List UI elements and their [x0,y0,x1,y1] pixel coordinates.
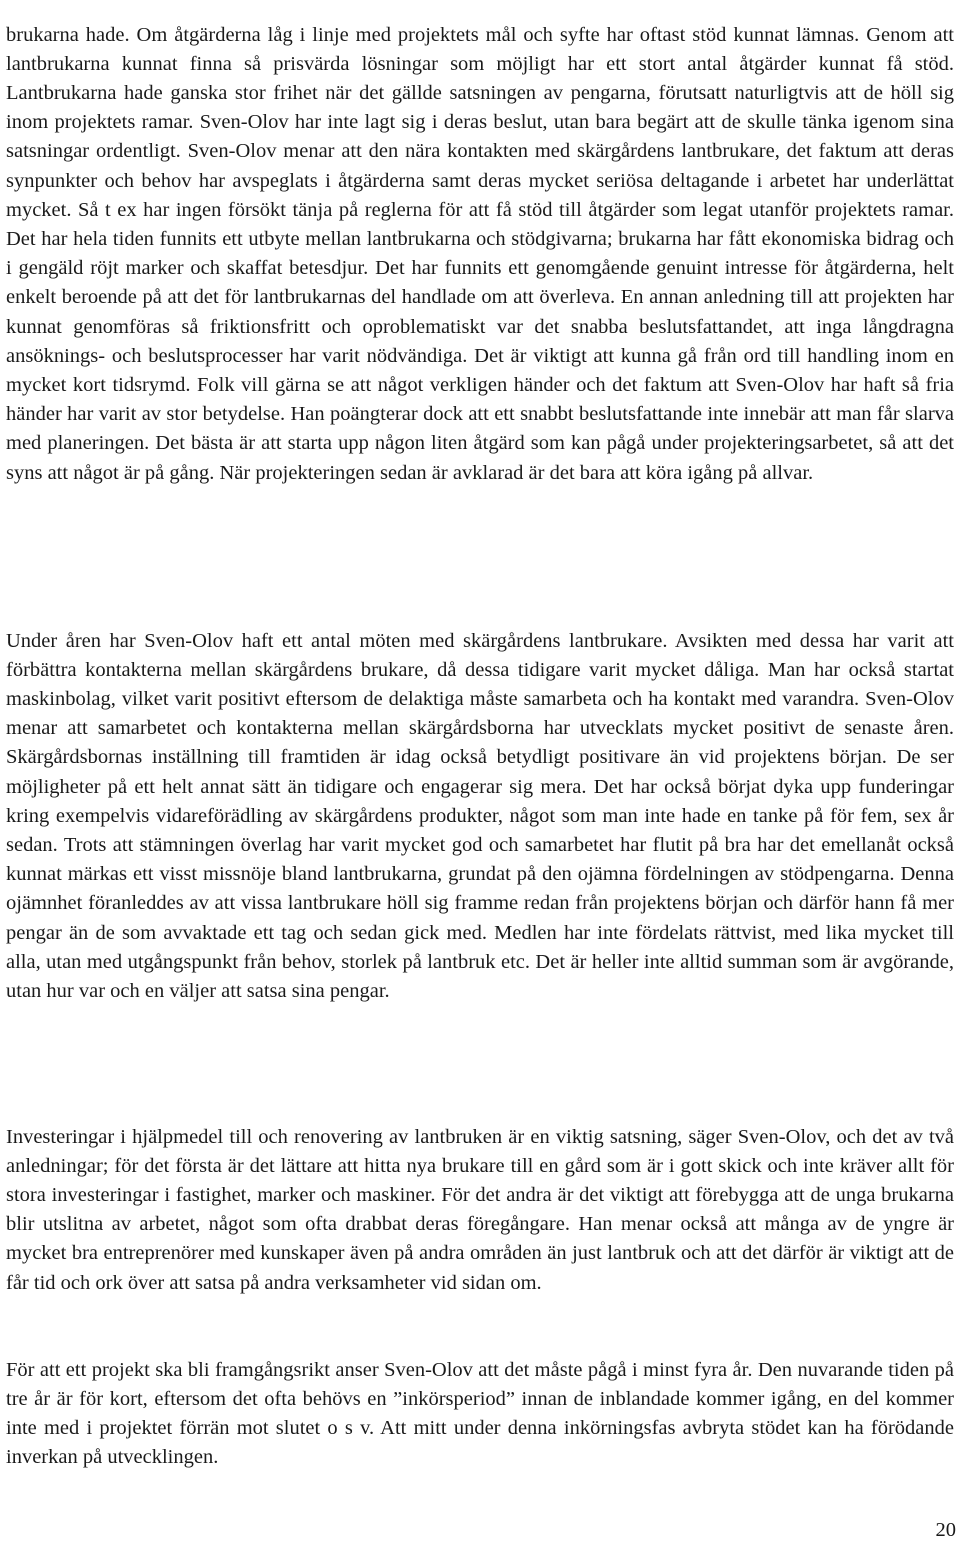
body-paragraph-3: Investeringar i hjälpmedel till och renovering av lantbruken är en viktig satsning, säger Sven-Olov, och det av två anledningar; för det första är det lättare att hitta nya brukare till en gård som är i gott skick och inte kräver allt för stora investeringar i fastighet, marker och maskiner. För det andra är det viktigt att förebygga att de unga brukarna blir utslitna av arbetet, något som ofta drabbat deras föregångare. Han menar också att många av de yngre är mycket bra entreprenörer med kunskaper även på andra områden än just lantbruk och att det därför är viktigt att de får tid och ork över att satsa på andra verksamheter vid sidan om. [6,1125,954,1294]
body-paragraph-1: brukarna hade. Om åtgärderna låg i linje med projektets mål och syfte har oftast stöd kunnat lämnas. Genom att lantbrukarna kunnat finna så prisvärda lösningar som möjligt har ett stort antal åtgärder kunnat få stöd. Lantbrukarna hade ganska stor frihet när det gällde satsningen av pengarna, förutsatt naturligtvis att de höll sig inom projektets ramar. Sven-Olov har inte lagt sig i deras beslut, utan bara begärt att de skulle tänka igenom sina satsningar ordentligt. Sven-Olov menar att den nära kontakten med skärgårdens lantbrukare, det faktum att deras synpunkter och behov har avspeglats i åtgärderna samt deras mycket seriösa deltagande i arbetet har underlättat mycket. Så t ex har ingen försökt tänja på reglerna för att få stöd till åtgärder som legat utanför projektets ramar. Det har hela tiden funnits ett utbyte mellan lantbrukarna och stödgivarna; brukarna har fått ekonomiska bidrag och i gengäld röjt marker och skaffat betesdjur. Det har funnits ett genomgående genuint intresse för åtgärderna, helt enkelt beroende på att det för lantbrukarnas del handlade om att överleva. En annan anledning till att projekten har kunnat genomföras så friktionsfritt och oproblematiskt var det snabba beslutsfattandet, att inga långdragna ansöknings- och beslutsprocesser har varit nödvändiga. Det är viktigt att kunna gå från ord till handling inom en mycket kort tidsrymd. Folk vill gärna se att något verkligen händer och det faktum att Sven-Olov har haft så fria händer har varit av stor betydelse. Han poängterar dock att ett snabbt beslutsfattande inte innebär att man får slarva med planeringen. Det bästa är att starta upp någon liten åtgärd som kan pågå under projekteringsarbetet, så att det syns att något är på gång. När projekteringen sedan är avklarad är det bara att köra igång på allvar. [6,23,954,484]
body-paragraph-2: Under åren har Sven-Olov haft ett antal möten med skärgårdens lantbrukare. Avsikten med dessa har varit att förbättra kontakterna mellan skärgårdens brukare, då dessa tidigare varit mycket dåliga. Man har också startat maskinbolag, vilket varit positivt eftersom de delaktiga måste samarbeta och ha kontakt med varandra. Sven-Olov menar att samarbetet och kontakterna mellan skärgårdsborna har utvecklats mycket positivt de senaste åren. Skärgårdsbornas inställning till framtiden är idag också betydligt positivare än vid projektens början. De ser möjligheter på ett helt annat sätt än tidigare och engagerar sig mera. Det har också börjat dyka upp funderingar kring exempelvis vidareförädling av skärgårdens produkter, något som man inte hade en tanke på för fem, sex år sedan. Trots att stämningen överlag har varit mycket god och samarbetet har flutit på bra har det emellanåt också kunnat märkas ett visst missnöje bland lantbrukarna, grundat på den ojämna fördelningen av stödpengarna. Denna ojämnhet föranleddes av att vissa lantbrukare höll sig framme redan från projektens början och därför hann få mer pengar än de som avvaktade ett tag och sedan gick med. Medlen har inte fördelats rättvist, med lika mycket till alla, utan med utgångspunkt från behov, storlek på lantbruk etc. Det är heller inte alltid summan som är avgörande, utan hur var och en väljer att satsa sina pengar. [6,629,954,1002]
body-paragraph-4: För att ett projekt ska bli framgångsrikt anser Sven-Olov att det måste pågå i minst fyra år. Den nuvarande tiden på tre år är för kort, eftersom det ofta behövs en ”inkörsperiod” innan de inblandade kommer igång, en del kommer inte med i projektet förrän mot slutet o s v. Att mitt under denna inkörningsfas avbryta stödet kan ha förödande inverkan på utvecklingen. [6,1358,954,1469]
page-number: 20 [935,1519,956,1541]
